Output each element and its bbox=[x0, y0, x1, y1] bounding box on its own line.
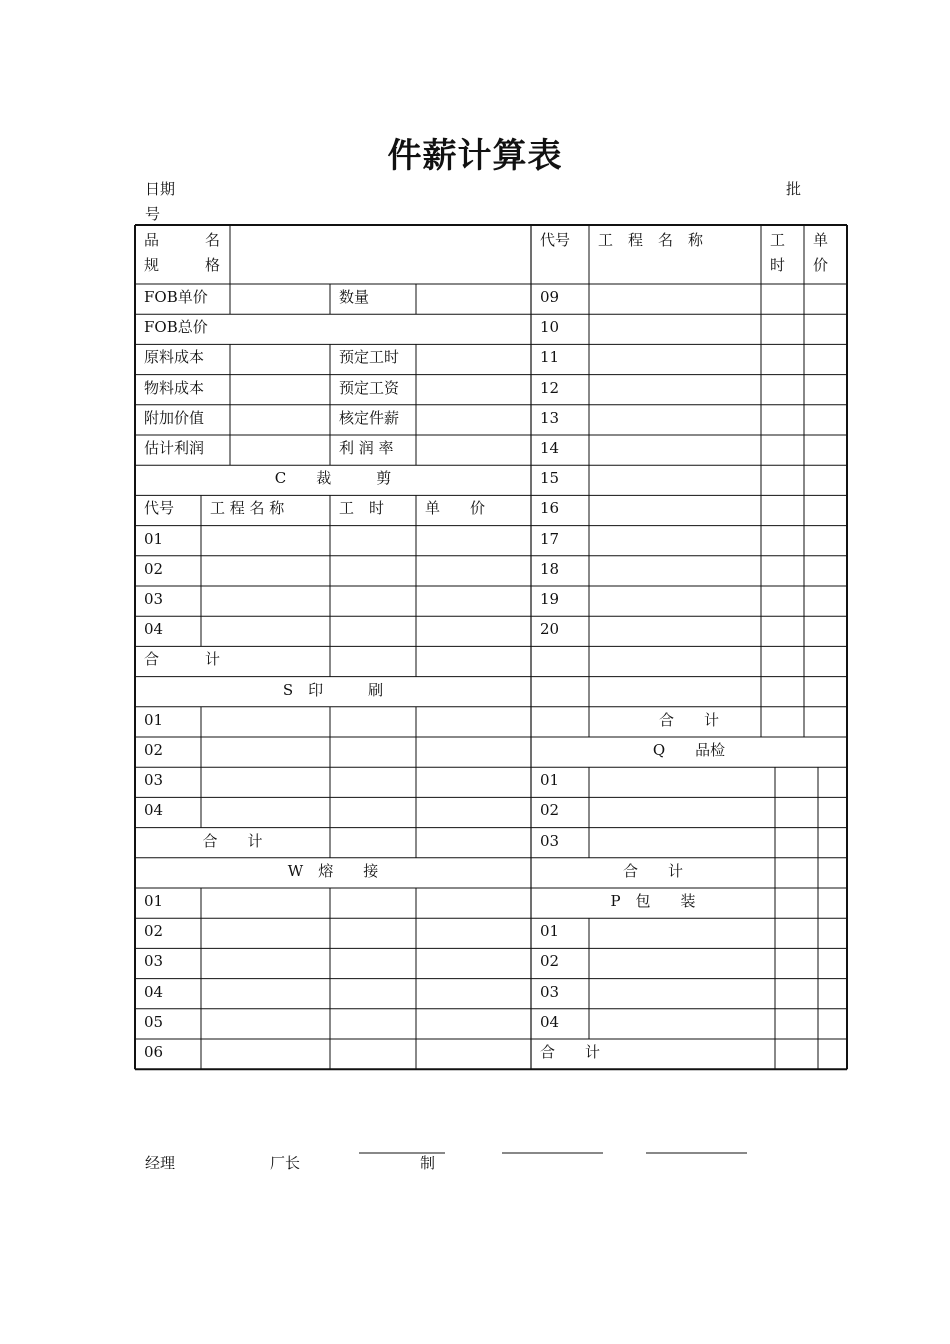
product-name-label: 品 名 bbox=[144, 231, 220, 249]
cost-label: 原料成本 bbox=[144, 348, 205, 367]
cost-label: 附加价值 bbox=[144, 408, 205, 427]
table-row-code: 04 bbox=[540, 1012, 560, 1031]
product-spec-label: 规 格 bbox=[144, 256, 220, 274]
table-row-code: 04 bbox=[144, 801, 164, 820]
table-row-code: 01 bbox=[540, 771, 560, 790]
page-title: 件薪计算表 bbox=[387, 136, 563, 176]
section-printing-title: S 印 刷 bbox=[282, 680, 384, 699]
table-row-code: 01 bbox=[144, 529, 164, 548]
table-row-code: 06 bbox=[144, 1043, 164, 1061]
table-row-code: 14 bbox=[540, 439, 560, 457]
table-row-code: 01 bbox=[144, 710, 164, 729]
cost-label: 估计利润 bbox=[144, 439, 205, 457]
printing-total-label: 合 计 bbox=[202, 831, 263, 850]
batch-label-suffix: 号 bbox=[145, 205, 161, 223]
table-row-code: 11 bbox=[540, 348, 560, 367]
table-row-code: 20 bbox=[540, 620, 560, 639]
section-inspection-title: Q 品检 bbox=[652, 741, 726, 759]
cutting-total-label: 合 计 bbox=[144, 650, 220, 669]
table-row-code: 02 bbox=[540, 952, 560, 971]
cost-label: 利 润 率 bbox=[339, 439, 394, 457]
table-row-code: 02 bbox=[144, 922, 164, 941]
cost-label: 预定工资 bbox=[339, 378, 400, 397]
col-hours-header: 工 时 bbox=[339, 499, 385, 518]
cost-label: 物料成本 bbox=[144, 378, 205, 397]
table-row-code: 01 bbox=[144, 892, 164, 910]
cost-label: 数量 bbox=[339, 288, 370, 306]
cost-label: FOB单价 bbox=[144, 288, 208, 306]
table-row-code: 19 bbox=[540, 590, 560, 608]
right-process-header: 工 程 名 称 bbox=[598, 231, 704, 249]
packing-total-label: 合 计 bbox=[540, 1043, 601, 1061]
table-row-code: 02 bbox=[540, 801, 560, 820]
right-hours-header-2: 时 bbox=[770, 256, 786, 274]
table-row-code: 02 bbox=[144, 741, 164, 759]
right-total-label: 合 计 bbox=[658, 710, 719, 729]
table-row-code: 18 bbox=[540, 559, 560, 578]
table-row-code: 03 bbox=[540, 982, 560, 1001]
section-packing-title: P 包 装 bbox=[610, 892, 696, 910]
col-process-header: 工 程 名 称 bbox=[210, 499, 285, 518]
table-row-code: 04 bbox=[144, 620, 164, 639]
table-row-code: 03 bbox=[144, 590, 164, 608]
table-row-code: 03 bbox=[540, 831, 560, 850]
right-hours-header: 工 bbox=[770, 231, 786, 249]
cost-label: 核定件薪 bbox=[339, 408, 400, 427]
inspection-total-label: 合 计 bbox=[622, 861, 683, 880]
section-welding-title: W 熔 接 bbox=[287, 861, 379, 880]
cost-label: 预定工时 bbox=[339, 348, 400, 367]
table-row-code: 15 bbox=[540, 469, 560, 488]
cost-label: FOB总价 bbox=[144, 318, 208, 337]
date-label: 日期 bbox=[145, 180, 176, 198]
right-unit-header: 单 bbox=[813, 231, 829, 249]
table-row-code: 03 bbox=[144, 952, 164, 971]
table-row-code: 17 bbox=[540, 529, 560, 548]
prepared-label: 制 bbox=[420, 1154, 436, 1172]
table-row-code: 09 bbox=[540, 288, 560, 306]
manager-label: 经理 bbox=[145, 1154, 176, 1172]
table-row-code: 10 bbox=[540, 318, 560, 337]
table-row-code: 12 bbox=[540, 378, 560, 397]
col-unit-price-header: 单 价 bbox=[425, 499, 486, 518]
section-cutting-title: C 裁 剪 bbox=[274, 469, 392, 488]
right-code-header: 代号 bbox=[540, 231, 571, 249]
table-row-code: 04 bbox=[144, 982, 164, 1001]
table-row-code: 01 bbox=[540, 922, 560, 941]
table-row-code: 03 bbox=[144, 771, 164, 790]
batch-label: 批 bbox=[786, 180, 802, 198]
table-row-code: 05 bbox=[144, 1012, 164, 1031]
factory-head-label: 厂长 bbox=[270, 1154, 301, 1172]
table-row-code: 16 bbox=[540, 499, 560, 518]
col-code-header: 代号 bbox=[144, 499, 175, 518]
right-unit-header-2: 价 bbox=[813, 256, 829, 274]
table-row-code: 02 bbox=[144, 559, 164, 578]
table-row-code: 13 bbox=[540, 408, 560, 427]
